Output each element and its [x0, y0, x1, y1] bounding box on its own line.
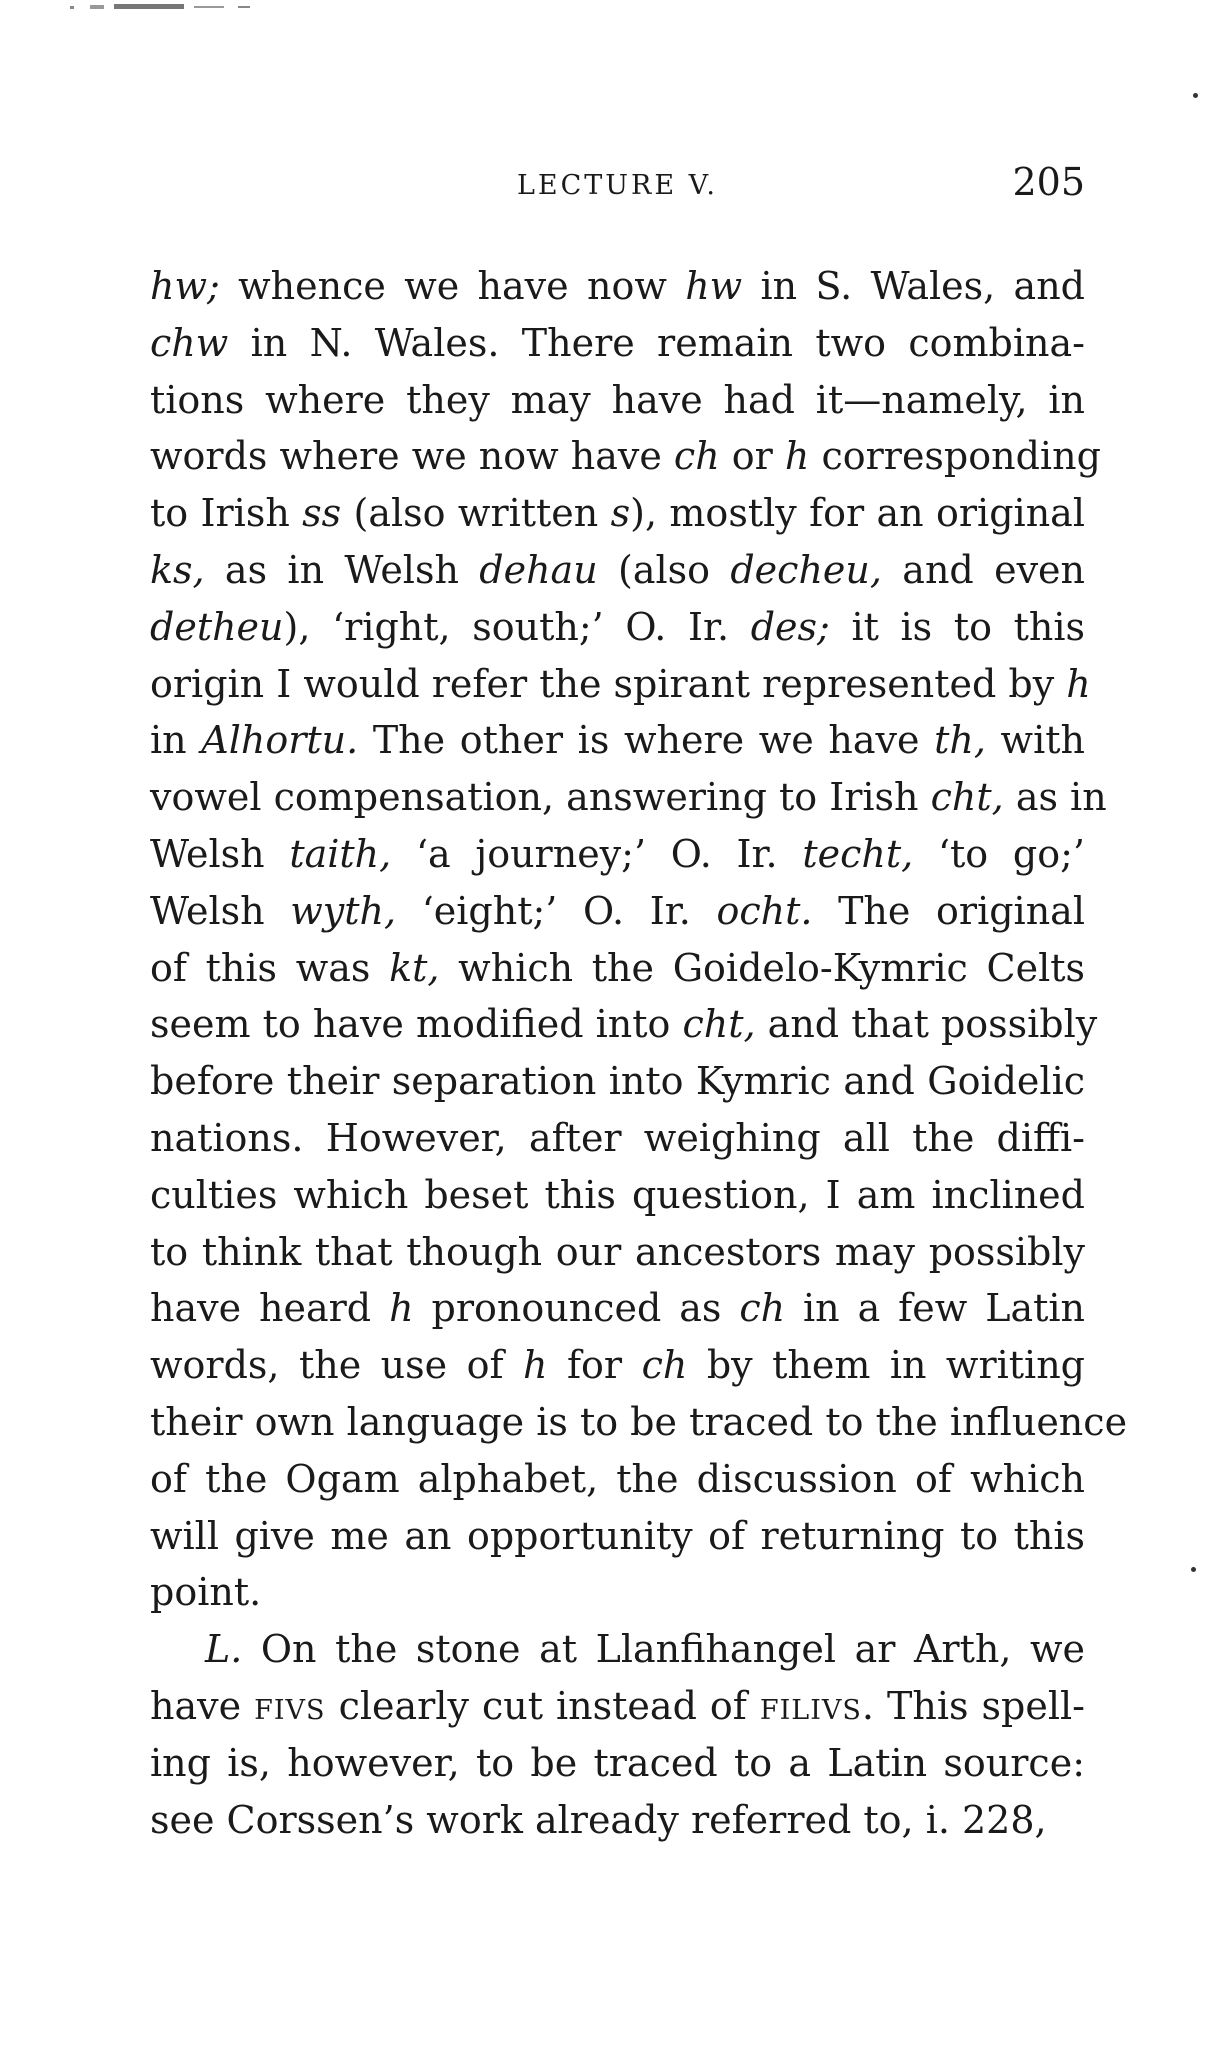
italic-term: dehau [479, 547, 598, 592]
text-span: . This spell- [861, 1683, 1085, 1728]
speck-mark [1191, 1567, 1196, 1572]
text-span: and that possibly [755, 1002, 1098, 1047]
text-line [150, 542, 1085, 599]
italic-term: kt, [389, 945, 440, 990]
text-span: before their separation into Kymric and Goidelic [150, 1059, 1085, 1104]
text-line [150, 315, 1085, 372]
italic-term: h [784, 434, 810, 479]
text-span: ‘a journey;’ O. Ir. [391, 831, 803, 876]
italic-term: techt, [802, 831, 914, 876]
text-span: which the Goidelo-Kymric Celts [439, 945, 1085, 990]
italic-term: h [1066, 661, 1091, 706]
text-span: culties which beset this question, I am inclined [150, 1172, 1085, 1217]
italic-term: th, [934, 718, 986, 763]
text-span: of the Ogam alphabet, the discussion of which [150, 1456, 1085, 1501]
italic-term: des; [750, 604, 830, 649]
scan-artifact-mark [70, 4, 250, 12]
italic-term: ch [673, 434, 720, 479]
text-span: The other is where we have [358, 718, 935, 763]
text-line [150, 1167, 1085, 1224]
text-span: (also [597, 547, 731, 592]
text-line [150, 1564, 1085, 1621]
text-span: words, the use of [150, 1343, 524, 1388]
italic-term: decheu, [730, 547, 882, 592]
text-line [150, 1337, 1085, 1394]
text-line [150, 712, 1085, 769]
text-line [150, 1280, 1085, 1337]
italic-term: hw; [150, 264, 220, 308]
text-line [150, 1053, 1085, 1110]
italic-term: chw [150, 320, 229, 365]
text-line [150, 258, 1085, 315]
text-span: The original [812, 888, 1085, 933]
text-span: ing is, however, to be traced to a Latin source: [150, 1740, 1085, 1785]
text-line [150, 372, 1085, 429]
italic-term: detheu [150, 604, 284, 649]
text-span: Welsh [150, 831, 290, 876]
text-span: see Corssen’s work already referred to, i. 228, [150, 1797, 1047, 1842]
text-span: have heard [150, 1286, 390, 1331]
text-span: tions where they may have had it—namely, in [150, 377, 1085, 422]
small-caps-term: fivs [254, 1683, 326, 1728]
text-span: as in [1003, 775, 1107, 820]
italic-term: h [389, 1286, 414, 1331]
text-line [150, 1735, 1085, 1792]
text-span: On the stone at Llanfihangel ar Arth, we [242, 1627, 1085, 1672]
text-span: corresponding [809, 434, 1101, 479]
text-span: nations. However, after weighing all the diffi- [150, 1115, 1085, 1160]
speck-mark [1193, 93, 1198, 98]
text-span: and even [881, 547, 1086, 592]
text-span: their own language is to be traced to the influence [150, 1399, 1128, 1444]
text-span: as in Welsh [204, 547, 480, 592]
text-span: ), mostly for an original [630, 491, 1085, 536]
text-span: in N. Wales. There remain two combina- [228, 320, 1085, 365]
italic-term: ss [302, 491, 342, 536]
text-span: by them in writing [687, 1343, 1086, 1388]
italic-term: wyth, [290, 888, 397, 933]
text-span: ), ‘right, south;’ O. Ir. [283, 604, 751, 649]
text-span: in [150, 718, 202, 763]
text-span: point. [150, 1570, 262, 1615]
text-line [150, 996, 1098, 1053]
italic-term: ocht. [716, 888, 813, 933]
text-line [150, 485, 1085, 542]
text-line [150, 599, 1085, 656]
running-title: LECTURE V. [516, 170, 719, 201]
text-span: of this was [150, 945, 390, 990]
text-span: or [719, 434, 785, 479]
running-header [150, 158, 1085, 206]
italic-term: s [610, 491, 631, 536]
text-line [150, 1394, 1128, 1451]
text-span: for [547, 1343, 642, 1388]
text-span: whence we have now [219, 264, 686, 308]
italic-term: ch [739, 1286, 786, 1331]
body-text [150, 258, 1128, 1848]
italic-term: hw [685, 264, 743, 308]
text-span: vowel compensation, answering to Irish [150, 775, 931, 820]
text-span: to Irish [150, 491, 303, 536]
text-span: have [150, 1683, 255, 1728]
text-span: it is to this [829, 604, 1085, 649]
italic-term: cht, [682, 1002, 756, 1047]
text-span: words where we now have [150, 434, 674, 479]
text-line [150, 940, 1085, 997]
text-line [150, 428, 1101, 485]
text-line [150, 1678, 1085, 1735]
text-span: to think that though our ancestors may possibly [150, 1229, 1085, 1274]
text-span: ‘to go;’ [913, 831, 1085, 876]
text-line [150, 1621, 1085, 1678]
text-line [150, 656, 1091, 713]
text-span: in a few Latin [785, 1286, 1085, 1331]
text-line [150, 769, 1107, 826]
text-span: (also written [341, 491, 611, 536]
page-number: 205 [1012, 160, 1085, 204]
italic-term: Alhortu. [201, 718, 359, 763]
text-span: ‘eight;’ O. Ir. [396, 888, 717, 933]
text-span: will give me an opportunity of returning to this [150, 1513, 1085, 1558]
text-span: seem to have modified into [150, 1002, 683, 1047]
italic-term: taith, [289, 831, 392, 876]
text-span: Welsh [150, 888, 291, 933]
text-line [150, 1792, 1085, 1849]
text-line [150, 1224, 1085, 1281]
italic-term: L. [205, 1627, 243, 1672]
text-span: pronounced as [413, 1286, 740, 1331]
text-span: origin I would refer the spirant represented by [150, 661, 1067, 706]
text-line [150, 883, 1085, 940]
text-span: clearly cut instead of [325, 1683, 760, 1728]
text-line [150, 1451, 1085, 1508]
text-span: in S. Wales, and [742, 264, 1085, 308]
text-span: with [985, 718, 1085, 763]
italic-term: h [523, 1343, 548, 1388]
italic-term: ks, [150, 547, 205, 592]
text-line [150, 826, 1085, 883]
text-line [150, 1110, 1085, 1167]
text-line [150, 1508, 1085, 1565]
italic-term: ch [641, 1343, 688, 1388]
italic-term: cht, [930, 775, 1004, 820]
small-caps-term: filivs [759, 1683, 862, 1728]
